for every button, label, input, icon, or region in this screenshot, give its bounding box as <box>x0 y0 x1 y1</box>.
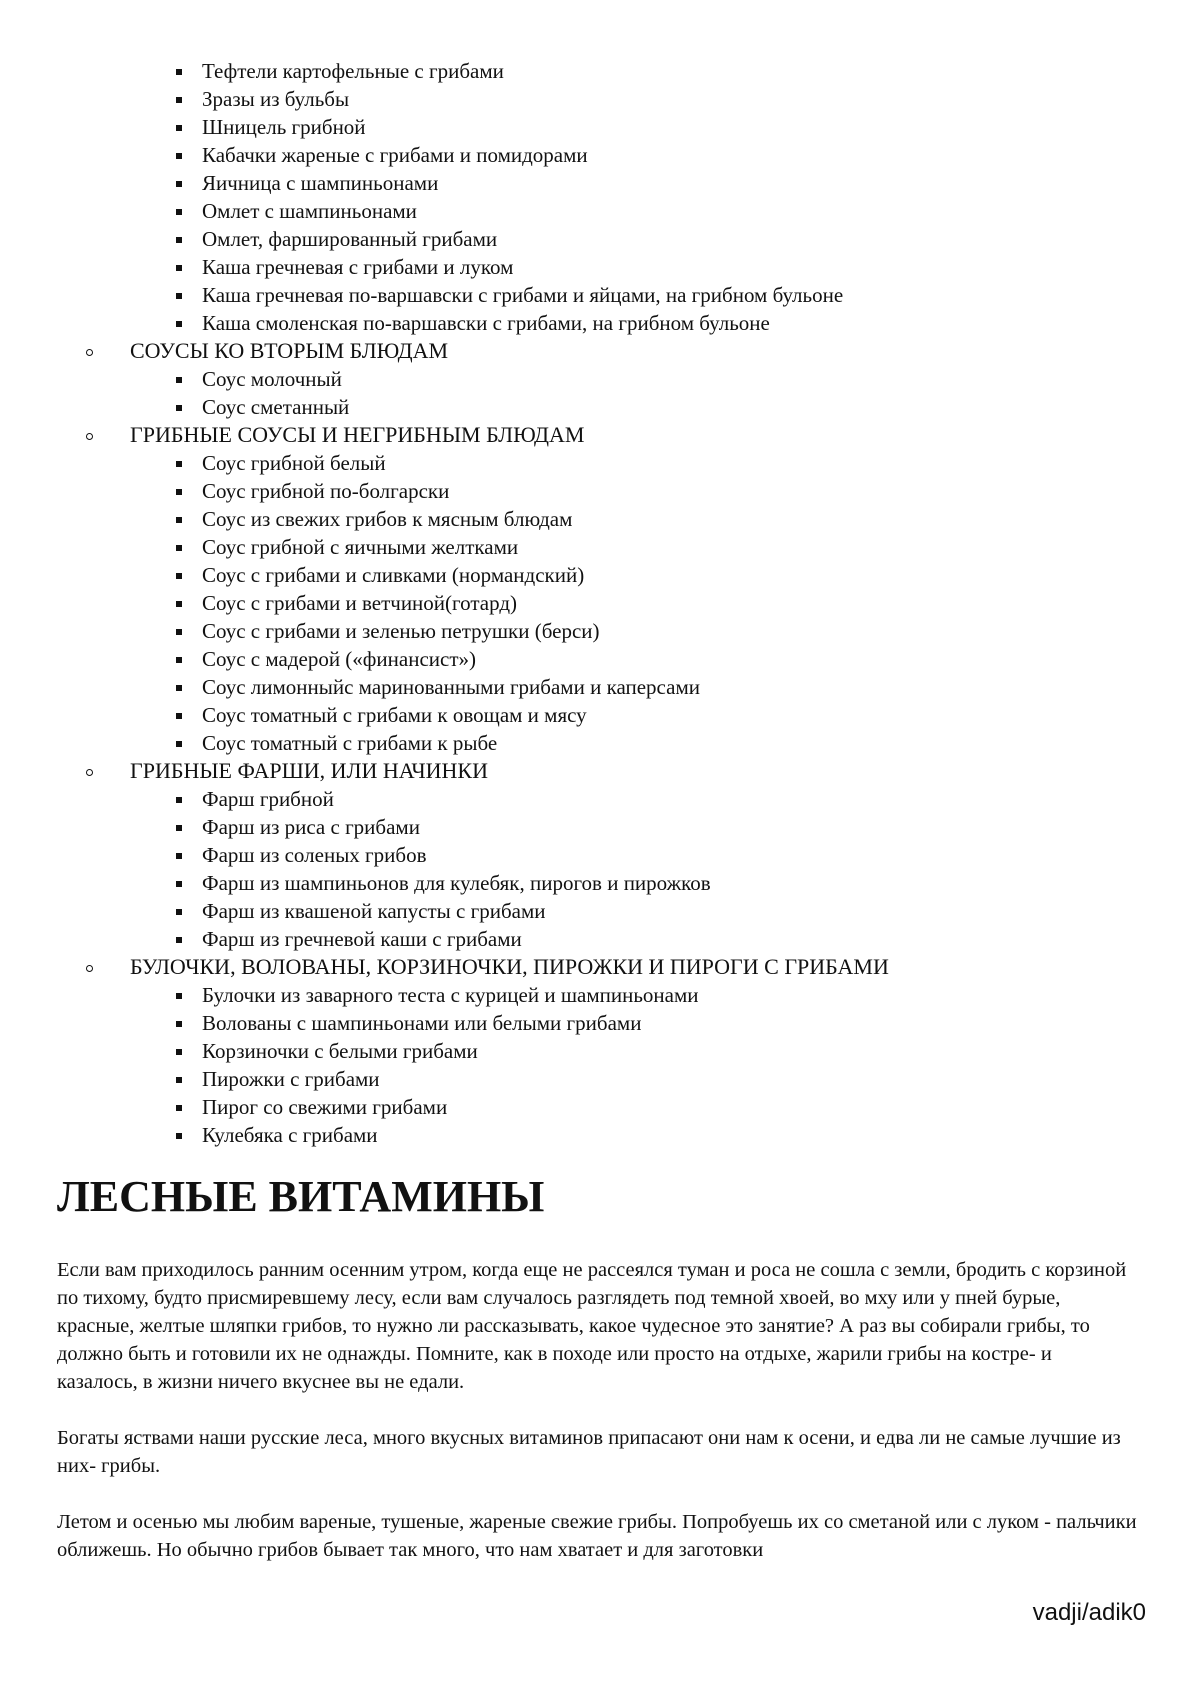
list-item: Яичница с шампиньонами <box>202 169 1200 197</box>
list-item: Соус с грибами и сливками (нормандский) <box>202 561 1200 589</box>
list-item: Шницель грибной <box>202 113 1200 141</box>
category-items <box>130 785 1200 953</box>
list-item: Соус молочный <box>202 365 1200 393</box>
list-item: Пирожки с грибами <box>202 1065 1200 1093</box>
list-item: Каша гречневая с грибами и луком <box>202 253 1200 281</box>
list-item: Соус томатный с грибами к овощам и мясу <box>202 701 1200 729</box>
category-title: БУЛОЧКИ, ВОЛОВАНЫ, КОРЗИНОЧКИ, ПИРОЖКИ И ПИРОГИ С ГРИБАМИ <box>130 954 889 979</box>
top-item-list <box>0 57 1200 337</box>
category-title: ГРИБНЫЕ СОУСЫ И НЕГРИБНЫМ БЛЮДАМ <box>130 422 585 447</box>
page-signature: vadji/adik0 <box>1032 1599 1146 1626</box>
list-item: Соус с мадерой («финансист») <box>202 645 1200 673</box>
circle-bullet-icon <box>86 349 93 356</box>
list-item: Фарш из шампиньонов для кулебяк, пирогов и пирожков <box>202 869 1200 897</box>
category-heading <box>130 953 1200 981</box>
recipe-list <box>0 57 1200 1149</box>
circle-bullet-icon <box>86 769 93 776</box>
list-item: Соус из свежих грибов к мясным блюдам <box>202 505 1200 533</box>
circle-bullet-icon <box>86 965 93 972</box>
list-item: Фарш из квашеной капусты с грибами <box>202 897 1200 925</box>
category-heading <box>130 337 1200 365</box>
category-sauces-second-courses <box>130 337 1200 421</box>
category-items <box>130 449 1200 757</box>
section-heading: ЛЕСНЫЕ ВИТАМИНЫ <box>57 1172 545 1221</box>
list-item: Соус грибной по-болгарски <box>202 477 1200 505</box>
category-mushroom-sauces <box>130 421 1200 757</box>
category-mushroom-fillings <box>130 757 1200 953</box>
list-item: Соус лимонныйс маринованными грибами и каперсами <box>202 673 1200 701</box>
paragraph: Летом и осенью мы любим вареные, тушеные, жареные свежие грибы. Попробуешь их со сметаной или с луком - пальчики оближешь. Но обычно грибов бывает так много, что нам хватает и для заготовки <box>57 1511 1137 1561</box>
list-item: Булочки из заварного теста с курицей и шампиньонами <box>202 981 1200 1009</box>
list-item: Фарш грибной <box>202 785 1200 813</box>
paragraph: Если вам приходилось ранним осенним утром, когда еще не рассеялся туман и роса не сошла с земли, бродить с корзиной по тихому, будто присмиревшему лесу, если вам случалось разглядеть под темной хвоей, во мху или у пней бурые, красные, желтые шляпки грибов, то нужно ли рассказывать, какое чудесное это занятие? А раз вы собирали грибы, то должно быть и готовили их не однажды. Помните, как в походе или просто на отдыхе, жарили грибы на костре- и казалось, в жизни ничего вкуснее вы не едали. <box>57 1259 1127 1393</box>
category-heading <box>130 421 1200 449</box>
list-item: Волованы с шампиньонами или белыми грибами <box>202 1009 1200 1037</box>
list-item: Фарш из гречневой каши с грибами <box>202 925 1200 953</box>
category-baked-goods <box>130 953 1200 1149</box>
list-item: Фарш из риса с грибами <box>202 813 1200 841</box>
category-list <box>0 337 1200 1149</box>
list-item: Кулебяка с грибами <box>202 1121 1200 1149</box>
category-items <box>130 981 1200 1149</box>
list-item: Фарш из соленых грибов <box>202 841 1200 869</box>
list-item: Каша смоленская по-варшавски с грибами, на грибном бульоне <box>202 309 1200 337</box>
list-item: Кабачки жареные с грибами и помидорами <box>202 141 1200 169</box>
list-item: Зразы из бульбы <box>202 85 1200 113</box>
circle-bullet-icon <box>86 433 93 440</box>
paragraph: Богаты яствами наши русские леса, много вкусных витаминов припасают они нам к осени, и едва ли не самые лучшие из них- грибы. <box>57 1427 1121 1477</box>
list-item: Соус томатный с грибами к рыбе <box>202 729 1200 757</box>
category-heading <box>130 757 1200 785</box>
list-item: Тефтели картофельные с грибами <box>202 57 1200 85</box>
list-item: Соус грибной белый <box>202 449 1200 477</box>
article-body <box>57 1256 1137 1592</box>
list-item: Соус грибной с яичными желтками <box>202 533 1200 561</box>
list-item: Соус с грибами и зеленью петрушки (берси) <box>202 617 1200 645</box>
list-item: Пирог со свежими грибами <box>202 1093 1200 1121</box>
category-title: ГРИБНЫЕ ФАРШИ, ИЛИ НАЧИНКИ <box>130 758 488 783</box>
list-item: Каша гречневая по-варшавски с грибами и яйцами, на грибном бульоне <box>202 281 1200 309</box>
list-item: Корзиночки с белыми грибами <box>202 1037 1200 1065</box>
list-item: Омлет, фаршированный грибами <box>202 225 1200 253</box>
list-item: Соус сметанный <box>202 393 1200 421</box>
category-title: СОУСЫ КО ВТОРЫМ БЛЮДАМ <box>130 338 449 363</box>
list-item: Омлет с шампиньонами <box>202 197 1200 225</box>
category-items <box>130 365 1200 421</box>
list-item: Соус с грибами и ветчиной(готард) <box>202 589 1200 617</box>
